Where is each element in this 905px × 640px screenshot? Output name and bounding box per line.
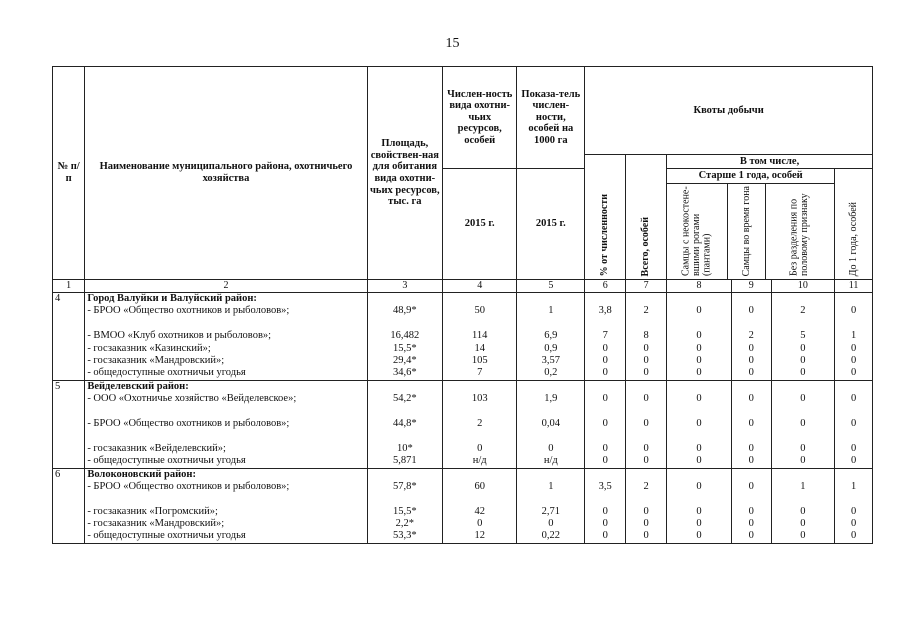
cell-value: 8 xyxy=(643,330,649,342)
cell-value: 0 xyxy=(850,442,857,454)
cell-index xyxy=(517,468,585,543)
header-quota: Квоты добычи xyxy=(585,67,873,155)
cell-value: 0 xyxy=(643,530,649,542)
cell-value: 0 xyxy=(696,305,702,317)
cell-value: 1 xyxy=(800,480,806,492)
cell-value: 0 xyxy=(748,518,754,530)
entity-name: - ООО «Охотничье хозяйство «Вейделевское»; xyxy=(87,393,297,405)
cell-value: 0 xyxy=(800,518,806,530)
cell-value: 0 xyxy=(696,330,702,342)
cell-value: 50 xyxy=(474,305,485,317)
cell-value: 5 xyxy=(800,330,806,342)
cell-value: 0 xyxy=(643,518,649,530)
cell-value: 6,9 xyxy=(544,330,558,342)
cell-value: 14 xyxy=(474,342,485,354)
cell-value: 0 xyxy=(696,342,702,354)
region-names xyxy=(85,293,367,381)
cell-value: 2,71 xyxy=(541,505,560,517)
column-number: 2 xyxy=(85,280,367,293)
cell-value: 0 xyxy=(800,455,806,467)
cell-value: 0 xyxy=(800,530,806,542)
entity-name: - общедоступные охотничьи угодья xyxy=(87,530,246,542)
cell-value: 2 xyxy=(643,305,649,317)
cell-value: 0 xyxy=(800,442,806,454)
cell-value: 0 xyxy=(696,442,702,454)
column-number: 7 xyxy=(626,280,667,293)
cell-value: 0 xyxy=(643,455,649,467)
column-number: 8 xyxy=(667,280,732,293)
cell-value: 0 xyxy=(748,305,754,317)
region-title: Волоконовский район: xyxy=(87,468,196,480)
cell-value: 3,8 xyxy=(598,305,612,317)
cell-value: 0 xyxy=(602,417,608,429)
entity-name: - БРОО «Общество охотников и рыболовов»; xyxy=(87,480,290,492)
region-row xyxy=(53,293,873,381)
cell-value: 1 xyxy=(850,480,857,492)
column-number: 3 xyxy=(367,280,442,293)
cell-value: 0 xyxy=(548,442,554,454)
header-count: Числен-ность вида охотни-чьих ресурсов, особей xyxy=(443,67,517,169)
cell-count xyxy=(443,293,517,381)
cell-under1 xyxy=(835,380,873,468)
header-rut: Самцы во время гона xyxy=(728,184,766,279)
cell-count xyxy=(443,468,517,543)
header-no: № п/п xyxy=(53,67,85,280)
cell-value: 3,57 xyxy=(541,354,560,366)
column-number: 5 xyxy=(517,280,585,293)
cell-value: 44,8* xyxy=(393,417,417,429)
cell-value: 0 xyxy=(850,342,857,354)
cell-value: 0 xyxy=(748,442,754,454)
cell-value: 1 xyxy=(548,305,554,317)
cell-area xyxy=(367,468,442,543)
cell-value: 53,3* xyxy=(393,530,417,542)
cell-value: 0 xyxy=(602,518,608,530)
cell-value: 0 xyxy=(748,367,754,379)
cell-males xyxy=(667,293,732,381)
cell-pct xyxy=(585,380,626,468)
cell-value: 0 xyxy=(850,367,857,379)
header-nosex: Без разделения по половому признаку xyxy=(788,193,811,276)
cell-value: 3,5 xyxy=(598,480,612,492)
cell-value: 0 xyxy=(696,530,702,542)
cell-value: 57,8* xyxy=(393,480,417,492)
cell-total xyxy=(626,468,667,543)
header-name: Наименование муниципального района, охотничьего хозяйства xyxy=(85,67,367,280)
cell-value: 0 xyxy=(602,442,608,454)
cell-value: 0 xyxy=(800,505,806,517)
cell-value: 0 xyxy=(477,518,483,530)
region-names xyxy=(85,468,367,543)
cell-value: 0 xyxy=(602,530,608,542)
cell-value: 15,5* xyxy=(393,342,417,354)
entity-name: - госзаказник «Погромский»; xyxy=(87,505,218,517)
cell-value: 0 xyxy=(748,393,754,405)
table-header xyxy=(53,67,873,293)
entity-name: - госзаказник «Вейделевский»; xyxy=(87,442,226,454)
header-percent: % от численности xyxy=(585,155,626,280)
cell-rut xyxy=(731,293,771,381)
cell-value: 0,04 xyxy=(541,417,560,429)
cell-area xyxy=(367,380,442,468)
cell-value: 0 xyxy=(850,505,857,517)
cell-rut xyxy=(731,380,771,468)
cell-nosex xyxy=(771,293,835,381)
cell-value: 0 xyxy=(643,442,649,454)
cell-value: 0 xyxy=(602,342,608,354)
cell-males xyxy=(667,468,732,543)
cell-value: 0 xyxy=(850,455,857,467)
cell-value: 5,871 xyxy=(393,455,417,467)
cell-value: 1 xyxy=(548,480,554,492)
cell-value: 0 xyxy=(748,480,754,492)
header-total: Всего, особей xyxy=(626,155,667,280)
cell-value: 0 xyxy=(643,367,649,379)
cell-value: 34,6* xyxy=(393,367,417,379)
cell-value: 2 xyxy=(477,417,483,429)
entity-name: - госзаказник «Мандровский»; xyxy=(87,518,225,530)
header-including: В том числе, xyxy=(667,155,873,169)
cell-value: 16,482 xyxy=(390,330,420,342)
page-number: 15 xyxy=(445,36,460,51)
cell-value: 0 xyxy=(602,505,608,517)
cell-value: 0 xyxy=(800,354,806,366)
cell-total xyxy=(626,293,667,381)
cell-value: 0 xyxy=(696,393,702,405)
region-number: 6 xyxy=(53,468,85,543)
cell-pct xyxy=(585,293,626,381)
cell-value: 0 xyxy=(696,354,702,366)
entity-name: - общедоступные охотничьи угодья xyxy=(87,367,246,379)
column-number: 10 xyxy=(771,280,835,293)
cell-value: н/д xyxy=(543,455,558,467)
header-older1: Старше 1 года, особей xyxy=(667,169,834,184)
cell-value: 0 xyxy=(850,417,857,429)
cell-value: 0 xyxy=(748,530,754,542)
cell-index xyxy=(517,293,585,381)
cell-value: 7 xyxy=(477,367,483,379)
cell-value: 2 xyxy=(800,305,806,317)
cell-value: 12 xyxy=(474,530,485,542)
column-number: 1 xyxy=(53,280,85,293)
cell-value: 48,9* xyxy=(393,305,417,317)
cell-value: 0 xyxy=(748,505,754,517)
cell-value: 0 xyxy=(477,442,483,454)
header-area: Площадь, свойствен-ная для обитания вида охотни-чьих ресурсов, тыс. га xyxy=(367,67,442,280)
cell-under1 xyxy=(835,293,873,381)
cell-rut xyxy=(731,468,771,543)
cell-nosex xyxy=(771,468,835,543)
table-body xyxy=(53,293,873,544)
region-title: Вейделевский район: xyxy=(87,380,189,392)
cell-value: 0,2 xyxy=(544,367,558,379)
cell-value: 1,9 xyxy=(544,393,558,405)
cell-value: 114 xyxy=(472,330,488,342)
column-number: 4 xyxy=(443,280,517,293)
entity-name: - общедоступные охотничьи угодья xyxy=(87,455,246,467)
cell-value: 7 xyxy=(602,330,608,342)
header-year-count: 2015 г. xyxy=(443,169,517,280)
cell-value: 1 xyxy=(850,330,857,342)
cell-value: 0 xyxy=(643,393,649,405)
cell-value: 15,5* xyxy=(393,505,417,517)
cell-males xyxy=(667,380,732,468)
cell-under1 xyxy=(835,468,873,543)
cell-value: 60 xyxy=(474,480,485,492)
region-title: Город Валуйки и Валуйский район: xyxy=(87,293,257,304)
cell-value: 0 xyxy=(696,455,702,467)
cell-value: 0 xyxy=(643,505,649,517)
header-males: Самцы с неокостене-вшими рогами (пантами) xyxy=(667,184,728,279)
header-under1: До 1 года, особей xyxy=(835,169,873,280)
cell-value: 0 xyxy=(800,342,806,354)
cell-value: 2 xyxy=(748,330,754,342)
cell-value: 10* xyxy=(396,442,413,454)
cell-value: 0 xyxy=(696,518,702,530)
cell-value: 0 xyxy=(850,305,857,317)
cell-value: 0 xyxy=(800,417,806,429)
cell-value: 0 xyxy=(748,354,754,366)
cell-index xyxy=(517,380,585,468)
cell-value: 0,9 xyxy=(544,342,558,354)
cell-value: н/д xyxy=(472,455,487,467)
column-number: 9 xyxy=(731,280,771,293)
cell-value: 2,2* xyxy=(395,518,414,530)
cell-value: 0 xyxy=(748,417,754,429)
cell-value: 0 xyxy=(800,393,806,405)
cell-value: 0 xyxy=(696,367,702,379)
entity-name: - БРОО «Общество охотников и рыболовов»; xyxy=(87,417,290,429)
cell-value: 0 xyxy=(850,518,857,530)
header-index: Показа-тель числен-ности, особей на 1000 га xyxy=(517,67,585,169)
cell-value: 103 xyxy=(471,393,488,405)
cell-value: 0 xyxy=(748,455,754,467)
entity-name: - ВМОО «Клуб охотников и рыболовов»; xyxy=(87,330,272,342)
region-row xyxy=(53,468,873,543)
cell-value: 0 xyxy=(850,530,857,542)
entity-name: - БРОО «Общество охотников и рыболовов»; xyxy=(87,305,290,317)
cell-value: 0 xyxy=(643,354,649,366)
cell-count xyxy=(443,380,517,468)
cell-area xyxy=(367,293,442,381)
region-number: 5 xyxy=(53,380,85,468)
entity-name: - госзаказник «Казинский»; xyxy=(87,342,211,354)
cell-value: 105 xyxy=(471,354,488,366)
column-number: 11 xyxy=(835,280,873,293)
cell-value: 0 xyxy=(748,342,754,354)
cell-value: 29,4* xyxy=(393,354,417,366)
cell-value: 0 xyxy=(643,417,649,429)
header-older-group xyxy=(667,169,835,280)
column-numbers-row xyxy=(53,280,873,293)
cell-value: 54,2* xyxy=(393,393,417,405)
cell-value: 0 xyxy=(602,393,608,405)
cell-value: 0 xyxy=(800,367,806,379)
cell-value: 0 xyxy=(643,342,649,354)
cell-value: 0 xyxy=(548,518,554,530)
entity-name: - госзаказник «Мандровский»; xyxy=(87,354,225,366)
cell-value: 0 xyxy=(602,354,608,366)
region-number: 4 xyxy=(53,293,85,381)
cell-value: 0 xyxy=(696,417,702,429)
cell-value: 0 xyxy=(602,455,608,467)
cell-nosex xyxy=(771,380,835,468)
quota-table xyxy=(52,66,873,544)
cell-value: 0 xyxy=(602,367,608,379)
cell-value: 0 xyxy=(850,393,857,405)
cell-value: 0,22 xyxy=(541,530,560,542)
header-year-index: 2015 г. xyxy=(517,169,585,280)
cell-value: 0 xyxy=(850,354,857,366)
cell-total xyxy=(626,380,667,468)
region-names xyxy=(85,380,367,468)
cell-value: 2 xyxy=(643,480,649,492)
column-number: 6 xyxy=(585,280,626,293)
cell-value: 0 xyxy=(696,505,702,517)
cell-pct xyxy=(585,468,626,543)
region-row xyxy=(53,380,873,468)
cell-value: 42 xyxy=(474,505,485,517)
cell-value: 0 xyxy=(696,480,702,492)
